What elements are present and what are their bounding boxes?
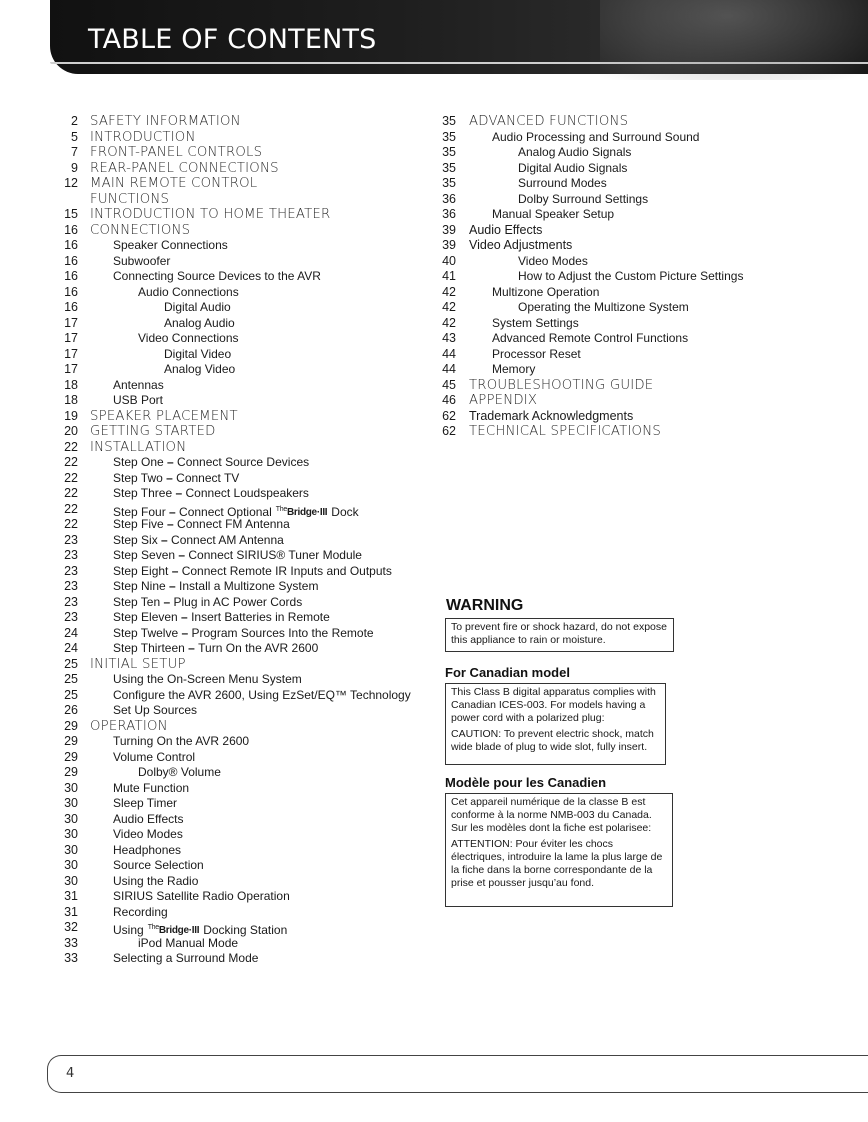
toc-entry[interactable] bbox=[56, 145, 436, 161]
toc-entry-label: Video Adjustments bbox=[469, 238, 573, 252]
toc-entry-label: How to Adjust the Custom Picture Settings bbox=[518, 269, 744, 283]
toc-page-number: 62 bbox=[442, 408, 456, 423]
toc-entry[interactable] bbox=[56, 269, 436, 285]
toc-page-number: 42 bbox=[442, 284, 456, 299]
toc-page-number: 19 bbox=[64, 408, 78, 423]
toc-page-number: 18 bbox=[64, 393, 78, 407]
toc-entry-label: Step Thirteen – Turn On the AVR 2600 bbox=[113, 641, 319, 655]
toc-entry-label: Using the On-Screen Menu System bbox=[113, 672, 302, 686]
toc-page-number: 23 bbox=[64, 548, 78, 562]
toc-entry[interactable] bbox=[56, 781, 436, 797]
toc-entry-label: Video Modes bbox=[113, 827, 183, 841]
toc-entry-label: SPEAKER PLACEMENT bbox=[90, 408, 238, 424]
toc-entry[interactable] bbox=[56, 626, 436, 642]
toc-page-number: 33 bbox=[64, 951, 78, 965]
toc-entry[interactable] bbox=[440, 161, 860, 177]
toc-entry[interactable] bbox=[440, 207, 860, 223]
toc-entry-label: Audio Effects bbox=[113, 811, 184, 826]
toc-page-number: 16 bbox=[64, 253, 78, 268]
toc-page-number: 39 bbox=[442, 238, 456, 252]
toc-entry-label: Audio Effects bbox=[469, 222, 543, 237]
toc-entry[interactable] bbox=[56, 688, 436, 704]
toc-entry[interactable] bbox=[56, 595, 436, 611]
toc-entry-label: Using the Radio bbox=[113, 873, 199, 888]
modele-canadien-box bbox=[445, 793, 673, 907]
toc-entry[interactable] bbox=[56, 223, 436, 239]
toc-page-number: 40 bbox=[442, 253, 456, 268]
toc-entry-label: Step Nine – Install a Multizone System bbox=[113, 579, 319, 593]
toc-entry[interactable] bbox=[56, 858, 436, 874]
toc-entry-label: Turning On the AVR 2600 bbox=[113, 734, 250, 748]
toc-page-number: 22 bbox=[64, 455, 78, 469]
toc-entry-label: Selecting a Surround Mode bbox=[113, 951, 259, 965]
toc-page-number: 2 bbox=[71, 114, 78, 128]
toc-entry[interactable] bbox=[56, 719, 436, 735]
toc-page-number: 17 bbox=[64, 315, 78, 330]
toc-entry-label: Set Up Sources bbox=[113, 703, 198, 717]
toc-page-number: 18 bbox=[64, 377, 78, 392]
toc-entry[interactable] bbox=[56, 455, 436, 471]
toc-entry[interactable] bbox=[56, 238, 436, 254]
toc-entry[interactable] bbox=[440, 285, 860, 301]
canadian-model-text: This Class B digital apparatus complies with Canadian ICES-003. For models having a power cord with a polarized plug: bbox=[451, 686, 656, 724]
toc-entry[interactable] bbox=[440, 331, 860, 347]
toc-entry[interactable] bbox=[56, 517, 436, 533]
toc-entry[interactable] bbox=[440, 424, 860, 440]
toc-entry-label: TROUBLESHOOTING GUIDE bbox=[469, 377, 654, 393]
toc-entry-label: Mute Function bbox=[113, 780, 190, 795]
toc-entry[interactable] bbox=[56, 920, 436, 936]
toc-entry-label: Digital Audio Signals bbox=[518, 160, 628, 175]
toc-page-number: 42 bbox=[442, 315, 456, 330]
toc-entry[interactable] bbox=[56, 610, 436, 626]
toc-entry-label: Connecting Source Devices to the AVR bbox=[113, 269, 321, 283]
toc-page-number: 16 bbox=[64, 300, 78, 314]
toc-page-number: 26 bbox=[64, 703, 78, 717]
toc-page-number: 22 bbox=[64, 501, 78, 516]
toc-page-number: 24 bbox=[64, 625, 78, 640]
toc-page-number: 24 bbox=[64, 641, 78, 655]
toc-entry[interactable] bbox=[56, 409, 436, 425]
toc-page-number: 16 bbox=[64, 284, 78, 299]
toc-page-number: 30 bbox=[64, 811, 78, 826]
toc-page-number: 30 bbox=[64, 842, 78, 857]
toc-entry[interactable] bbox=[440, 223, 860, 239]
toc-entry[interactable] bbox=[56, 827, 436, 843]
toc-entry-label: TECHNICAL SPECIFICATIONS bbox=[469, 424, 661, 439]
toc-page-number: 35 bbox=[442, 114, 456, 128]
toc-page-number: 22 bbox=[64, 470, 78, 485]
toc-page-number: 62 bbox=[442, 424, 456, 438]
toc-entry[interactable] bbox=[440, 393, 860, 409]
toc-entry[interactable] bbox=[56, 393, 436, 409]
the-bridge-iii-logo: $^{The}$Bridge·III bbox=[275, 505, 328, 518]
toc-entry[interactable] bbox=[440, 362, 860, 378]
toc-entry[interactable] bbox=[440, 316, 860, 332]
toc-entry-label: Surround Modes bbox=[518, 176, 607, 190]
toc-entry-label: Digital Audio bbox=[164, 300, 231, 314]
toc-entry-label: Recording bbox=[113, 904, 168, 919]
toc-page-number: 36 bbox=[442, 207, 456, 221]
toc-entry-label: Step Ten – Plug in AC Power Cords bbox=[113, 594, 303, 609]
toc-entry-label: Using $^{The}$Bridge·III Docking Station bbox=[113, 920, 287, 939]
toc-entry-label: Video Connections bbox=[138, 331, 239, 345]
toc-entry-label: Audio Connections bbox=[138, 284, 239, 299]
page-footer bbox=[47, 1055, 868, 1093]
toc-entry-label: Step Eleven – Insert Batteries in Remote bbox=[113, 610, 330, 624]
toc-entry-label: System Settings bbox=[492, 315, 579, 330]
toc-entry-label: INITIAL SETUP bbox=[90, 656, 186, 672]
toc-entry[interactable] bbox=[56, 471, 436, 487]
toc-page-number: 22 bbox=[64, 439, 78, 454]
toc-entry[interactable] bbox=[56, 703, 436, 719]
toc-entry-label: OPERATION bbox=[90, 718, 168, 734]
toc-entry-label: Step Twelve – Program Sources Into the Remote bbox=[113, 625, 374, 640]
toc-page-number: 25 bbox=[64, 672, 78, 686]
page-number: 4 bbox=[66, 1066, 75, 1081]
toc-page-number: 20 bbox=[64, 424, 78, 438]
toc-entry[interactable] bbox=[440, 130, 860, 146]
toc-entry-label: Step One – Connect Source Devices bbox=[113, 455, 310, 469]
toc-entry-label: Sleep Timer bbox=[113, 796, 178, 810]
toc-page-number: 30 bbox=[64, 796, 78, 810]
toc-entry[interactable] bbox=[56, 254, 436, 270]
toc-entry[interactable] bbox=[56, 874, 436, 890]
toc-entry[interactable] bbox=[440, 114, 860, 130]
toc-page-number: 44 bbox=[442, 362, 456, 376]
toc-page-number: 30 bbox=[64, 873, 78, 888]
toc-page-number: 16 bbox=[64, 238, 78, 252]
page-title: TABLE OF CONTENTS bbox=[88, 24, 377, 55]
toc-entry[interactable] bbox=[56, 331, 436, 347]
toc-entry-label: INTRODUCTION TO HOME THEATER bbox=[90, 207, 331, 222]
toc-entry-label: Audio Processing and Surround Sound bbox=[492, 129, 700, 144]
toc-entry[interactable] bbox=[56, 657, 436, 673]
toc-entry-label: Memory bbox=[492, 362, 536, 376]
toc-page-number: 16 bbox=[64, 222, 78, 237]
toc-page-number: 46 bbox=[442, 393, 456, 407]
toc-page-number: 16 bbox=[64, 269, 78, 283]
toc-page-number: 23 bbox=[64, 532, 78, 547]
canadian-model-box bbox=[445, 683, 666, 765]
toc-page-number: 36 bbox=[442, 191, 456, 206]
toc-entry[interactable] bbox=[56, 734, 436, 750]
toc-entry-label: Advanced Remote Control Functions bbox=[492, 331, 689, 345]
toc-page-number: 17 bbox=[64, 331, 78, 345]
toc-entry-label: Step Six – Connect AM Antenna bbox=[113, 532, 284, 547]
toc-entry[interactable] bbox=[56, 579, 436, 595]
header-swoosh-graphic bbox=[600, 0, 868, 80]
toc-entry[interactable] bbox=[56, 300, 436, 316]
toc-entry[interactable] bbox=[56, 936, 436, 952]
toc-page-number: 43 bbox=[442, 331, 456, 345]
toc-page-number: 22 bbox=[64, 486, 78, 500]
toc-page-number: 42 bbox=[442, 300, 456, 314]
toc-entry[interactable] bbox=[56, 765, 436, 781]
toc-entry-label: Analog Video bbox=[164, 362, 236, 376]
toc-entry-label: Step Five – Connect FM Antenna bbox=[113, 517, 290, 531]
toc-page-number: 29 bbox=[64, 718, 78, 733]
toc-entry[interactable] bbox=[56, 502, 436, 518]
toc-page-number: 31 bbox=[64, 889, 78, 903]
page-header bbox=[0, 0, 868, 80]
toc-entry-label: iPod Manual Mode bbox=[138, 935, 239, 950]
modele-canadien-attention: ATTENTION: Pour éviter les chocs électriques, introduire la lame la plus large de la fiche dans la borne correspondante de la prise et pousser jusqu’au fond. bbox=[451, 838, 663, 889]
toc-entry[interactable] bbox=[440, 192, 860, 208]
toc-entry[interactable] bbox=[56, 486, 436, 502]
toc-page-number: 31 bbox=[64, 904, 78, 919]
toc-entry[interactable] bbox=[56, 889, 436, 905]
toc-entry-label: Multizone Operation bbox=[492, 284, 600, 299]
toc-entry[interactable] bbox=[440, 145, 860, 161]
toc-entry[interactable] bbox=[56, 533, 436, 549]
toc-entry-label: APPENDIX bbox=[469, 393, 538, 408]
toc-entry-label: ADVANCED FUNCTIONS bbox=[469, 114, 629, 129]
the-bridge-iii-logo: $^{The}$Bridge·III bbox=[147, 924, 200, 936]
modele-canadien-title: Modèle pour les Canadien bbox=[445, 775, 607, 790]
toc-entry[interactable] bbox=[56, 440, 436, 456]
toc-page-number: 30 bbox=[64, 827, 78, 841]
toc-page-number: 35 bbox=[442, 129, 456, 144]
toc-entry[interactable] bbox=[440, 254, 860, 270]
toc-page-number: 17 bbox=[64, 362, 78, 376]
toc-entry-label: Speaker Connections bbox=[113, 238, 228, 252]
toc-right-column bbox=[440, 114, 860, 440]
toc-page-number: 41 bbox=[442, 269, 456, 283]
toc-entry-label: SAFETY INFORMATION bbox=[90, 114, 241, 129]
toc-entry[interactable] bbox=[56, 672, 436, 688]
toc-entry-label: GETTING STARTED bbox=[90, 424, 216, 439]
toc-entry[interactable] bbox=[56, 347, 436, 363]
toc-entry-label: Dolby Surround Settings bbox=[518, 191, 649, 206]
toc-entry-label: Operating the Multizone System bbox=[518, 300, 689, 314]
toc-page-number: 32 bbox=[64, 920, 78, 934]
toc-page-number: 39 bbox=[442, 222, 456, 237]
toc-entry[interactable] bbox=[56, 564, 436, 580]
toc-entry-label: Dolby® Volume bbox=[138, 765, 221, 779]
toc-entry[interactable] bbox=[56, 176, 436, 207]
toc-entry[interactable] bbox=[56, 316, 436, 332]
toc-page-number: 44 bbox=[442, 346, 456, 361]
toc-entry[interactable] bbox=[56, 641, 436, 657]
toc-entry[interactable] bbox=[440, 238, 860, 254]
toc-page-number: 45 bbox=[442, 377, 456, 392]
toc-entry-label: Analog Audio bbox=[164, 315, 235, 330]
toc-entry-label: INTRODUCTION bbox=[90, 129, 196, 145]
toc-entry[interactable] bbox=[56, 285, 436, 301]
toc-entry[interactable] bbox=[56, 812, 436, 828]
toc-page-number: 12 bbox=[64, 176, 78, 190]
toc-entry-label: Step Seven – Connect SIRIUS® Tuner Module bbox=[113, 548, 362, 562]
toc-page-number: 22 bbox=[64, 517, 78, 531]
toc-entry-label: Volume Control bbox=[113, 749, 196, 764]
toc-entry[interactable] bbox=[56, 750, 436, 766]
toc-entry-label: Subwoofer bbox=[113, 253, 171, 268]
warning-text: To prevent fire or shock hazard, do not expose this appliance to rain or moisture. bbox=[451, 621, 667, 646]
warning-title: WARNING bbox=[446, 597, 524, 614]
toc-entry-label: Configure the AVR 2600, Using EzSet/EQ™ Technology bbox=[113, 687, 411, 702]
toc-page-number: 35 bbox=[442, 160, 456, 175]
modele-canadien-text: Cet appareil numérique de la classe B est conforme à la norme NMB-003 du Canada. Sur les modèles dont la fiche est polarisee: bbox=[451, 796, 652, 834]
toc-page-number: 35 bbox=[442, 176, 456, 190]
toc-entry[interactable] bbox=[56, 130, 436, 146]
toc-page-number: 23 bbox=[64, 610, 78, 624]
toc-entry-label: SIRIUS Satellite Radio Operation bbox=[113, 889, 290, 903]
toc-entry-label: REAR-PANEL CONNECTIONS bbox=[90, 160, 279, 176]
toc-entry-label: Step Eight – Connect Remote IR Inputs and Outputs bbox=[113, 563, 392, 578]
toc-page-number: 33 bbox=[64, 935, 78, 950]
toc-entry-label: Step Four – Connect Optional $^{The}$Bridge·III Dock bbox=[113, 502, 359, 521]
toc-page-number: 25 bbox=[64, 656, 78, 671]
toc-entry-label: Processor Reset bbox=[492, 346, 581, 361]
warning-box bbox=[445, 618, 674, 652]
toc-entry-label: Manual Speaker Setup bbox=[492, 207, 615, 221]
toc-entry-label: Step Three – Connect Loudspeakers bbox=[113, 486, 309, 500]
toc-entry-label: Digital Video bbox=[164, 346, 232, 361]
toc-entry[interactable] bbox=[440, 269, 860, 285]
toc-left-column bbox=[56, 114, 436, 967]
toc-entry[interactable] bbox=[56, 951, 436, 967]
toc-entry[interactable] bbox=[56, 796, 436, 812]
toc-page-number: 29 bbox=[64, 765, 78, 779]
toc-page-number: 29 bbox=[64, 734, 78, 748]
toc-entry[interactable] bbox=[56, 843, 436, 859]
toc-entry[interactable] bbox=[440, 347, 860, 363]
toc-entry[interactable] bbox=[56, 362, 436, 378]
toc-page-number: 25 bbox=[64, 687, 78, 702]
toc-page-number: 29 bbox=[64, 749, 78, 764]
toc-entry[interactable] bbox=[56, 905, 436, 921]
toc-entry[interactable] bbox=[56, 114, 436, 130]
toc-entry-label: MAIN REMOTE CONTROL FUNCTIONS bbox=[90, 176, 258, 207]
toc-entry-label: Antennas bbox=[113, 377, 164, 392]
toc-page-number: 17 bbox=[64, 346, 78, 361]
toc-entry-label: USB Port bbox=[113, 393, 164, 407]
toc-entry-label: Step Two – Connect TV bbox=[113, 470, 240, 485]
toc-page-number: 30 bbox=[64, 858, 78, 872]
toc-page-number: 23 bbox=[64, 594, 78, 609]
canadian-model-title: For Canadian model bbox=[445, 665, 570, 680]
toc-entry-label: Analog Audio Signals bbox=[518, 145, 632, 159]
toc-entry-label: Source Selection bbox=[113, 858, 204, 872]
toc-entry[interactable] bbox=[56, 161, 436, 177]
toc-entry[interactable] bbox=[440, 176, 860, 192]
toc-page-number: 30 bbox=[64, 780, 78, 795]
toc-entry[interactable] bbox=[56, 378, 436, 394]
toc-page-number: 7 bbox=[71, 145, 78, 159]
toc-entry-label: FRONT-PANEL CONTROLS bbox=[90, 145, 263, 160]
toc-entry-label: Headphones bbox=[113, 842, 182, 857]
toc-page-number: 23 bbox=[64, 563, 78, 578]
toc-entry-label: INSTALLATION bbox=[90, 439, 187, 455]
toc-entry[interactable] bbox=[440, 409, 860, 425]
toc-entry[interactable] bbox=[56, 424, 436, 440]
toc-entry-label: CONNECTIONS bbox=[90, 222, 191, 238]
toc-page-number: 35 bbox=[442, 145, 456, 159]
toc-page-number: 15 bbox=[64, 207, 78, 221]
toc-page-number: 9 bbox=[71, 160, 78, 175]
toc-entry[interactable] bbox=[440, 300, 860, 316]
toc-entry[interactable] bbox=[56, 207, 436, 223]
toc-page-number: 23 bbox=[64, 579, 78, 593]
toc-page-number: 5 bbox=[71, 129, 78, 144]
toc-entry[interactable] bbox=[56, 548, 436, 564]
toc-entry-label: Video Modes bbox=[518, 253, 588, 268]
toc-entry[interactable] bbox=[440, 378, 860, 394]
toc-entry-label: Trademark Acknowledgments bbox=[469, 408, 634, 423]
canadian-model-caution: CAUTION: To prevent electric shock, match wide blade of plug to wide slot, fully insert. bbox=[451, 728, 654, 753]
